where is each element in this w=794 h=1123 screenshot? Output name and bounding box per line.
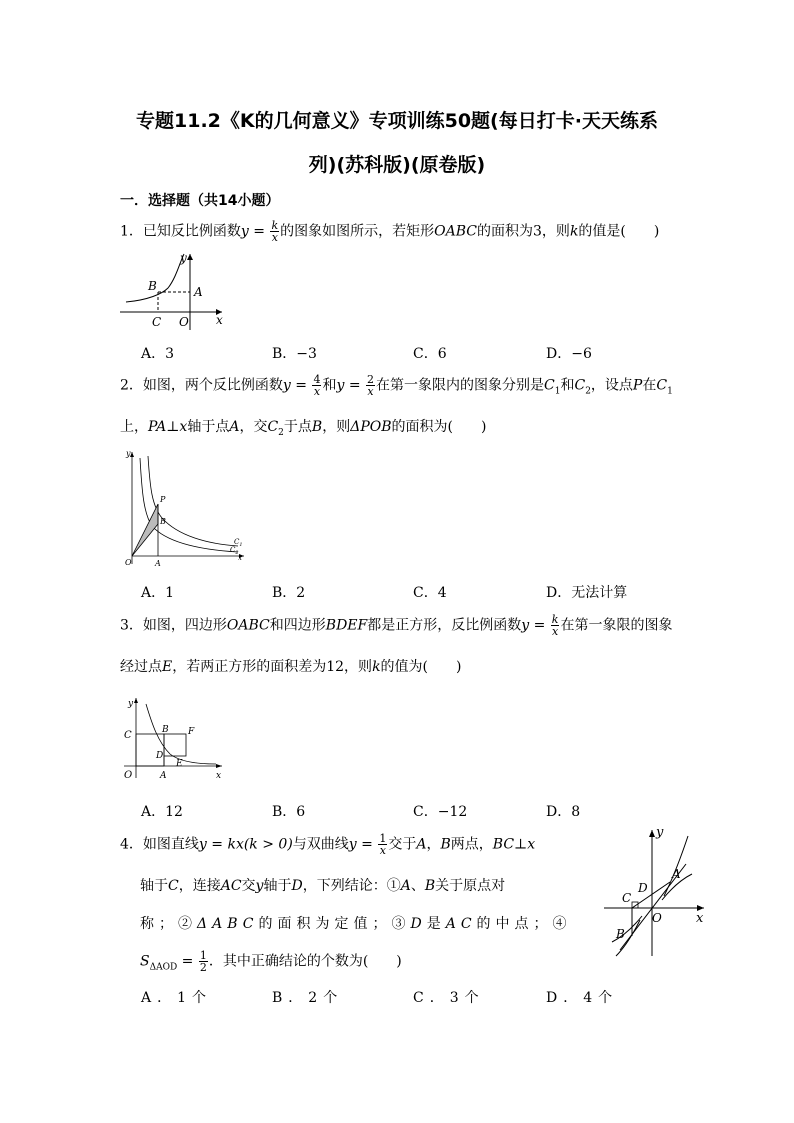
q2-option-c[interactable]: C．4 [413,585,447,601]
q1-label-C: C [152,315,162,329]
q2-label-x: x [238,554,242,562]
q1-label-B: B [148,279,157,293]
q2-label-C1: $C_1$ [234,538,243,548]
q3-label-D: D [156,751,164,761]
q2-figure [118,448,248,572]
q3-label-F: F [188,727,195,737]
q3-label-A: A [160,771,167,781]
q2-label-O: O [125,558,132,567]
q4-text-line3: 称；②ΔABC的面积为定值；③D是AC的中点；④ [140,916,572,932]
q4-text-line1: 4．如图直线y = kx(k > 0)与双曲线y = $\frac{1}{x}$ 交于A，B两点，BC⊥x [120,832,536,857]
q1-fraction: $\frac{k}{x}$ [271,219,279,244]
q3-label-E: E [176,759,183,769]
q4-label-x: x [696,911,704,926]
q3-option-b[interactable]: B．6 [272,804,306,820]
q4-label-D: D [638,881,648,895]
q2-option-d[interactable]: D．无法计算 [546,585,628,601]
q1-option-c[interactable]: C．6 [413,346,447,362]
q3-option-a[interactable]: A．12 [141,804,183,820]
q1-label-A: A [194,285,203,299]
q2-label-P: P [160,495,166,504]
q3-label-y: y [128,699,134,709]
q4-figure [600,826,712,958]
q2-option-a[interactable]: A．1 [141,585,175,601]
q1-option-b[interactable]: B．−3 [272,346,317,362]
q3-label-C: C [124,730,132,741]
q1-option-d[interactable]: D．−6 [546,346,592,362]
q3-option-d[interactable]: D．8 [546,804,581,820]
q1-label-y: y [180,251,187,265]
q1-label-O: O [179,315,189,329]
q3-label-B: B [162,725,169,735]
q4-option-d[interactable]: D．4个 [546,990,619,1006]
q1-text: 1．已知反比例函数y = $\frac{k}{x}$ 的图象如图所示，若矩形OABC的面积为3，则k的值是( ) [120,219,660,244]
q4-label-A: A [672,867,681,881]
q2-text-line2: 上，PA⊥x轴于点A，交$C_2$于点B，则ΔPOB的面积为( ) [120,419,487,438]
q4-text-line2: 轴于C，连接AC交y轴于D，下列结论：①A、B关于原点对 [140,878,506,894]
q1-label-x: x [216,313,223,327]
q2-text-line1: 2．如图，两个反比例函数y = $\frac{4}{x}$ 和y = $\frac{2}{x}$ 在第一象限内的图象分别是$C_1$和$C_2$，设点P在$C_1$ [120,373,673,398]
q4-label-C: C [622,891,632,905]
q3-label-x: x [216,771,222,781]
q3-option-c[interactable]: C．−12 [413,804,468,820]
q2-label-C2: $C_2$ [230,546,239,556]
q2-label-A: A [155,559,161,568]
paper-title-line1: 专题11.2《K的几何意义》专项训练50题(每日打卡·天天练系 [136,110,658,132]
q4-option-a[interactable]: A．1个 [141,990,213,1006]
q2-option-b[interactable]: B．2 [272,585,306,601]
q3-label-O: O [124,770,133,781]
q1-figure [118,250,228,332]
q4-label-O: O [652,911,662,925]
q2-label-y: y [126,449,131,458]
q2-label-B: B [160,517,166,526]
section-heading: 一．选择题（共14小题） [120,193,280,209]
q4-label-B: B [616,927,625,941]
paper-title-line2: 列)(苏科版)(原卷版) [308,154,486,176]
q3-text-line1: 3．如图，四边形OABC和四边形BDEF都是正方形，反比例函数y = $\frac{k}{x}$ 在第一象限的图象 [120,613,673,638]
q4-option-b[interactable]: B．2个 [272,990,344,1006]
q1-option-a[interactable]: A．3 [141,346,175,362]
q3-figure [118,692,228,782]
q4-text-line4: $S_{\Delta AOD}$ = $\frac{1}{2}$ ．其中正确结论的个数为( ) [140,949,402,974]
q4-label-y: y [656,826,664,840]
q3-text-line2: 经过点E，若两正方形的面积差为12，则k的值为( ) [120,659,462,675]
q4-option-c[interactable]: C．3个 [413,990,485,1006]
